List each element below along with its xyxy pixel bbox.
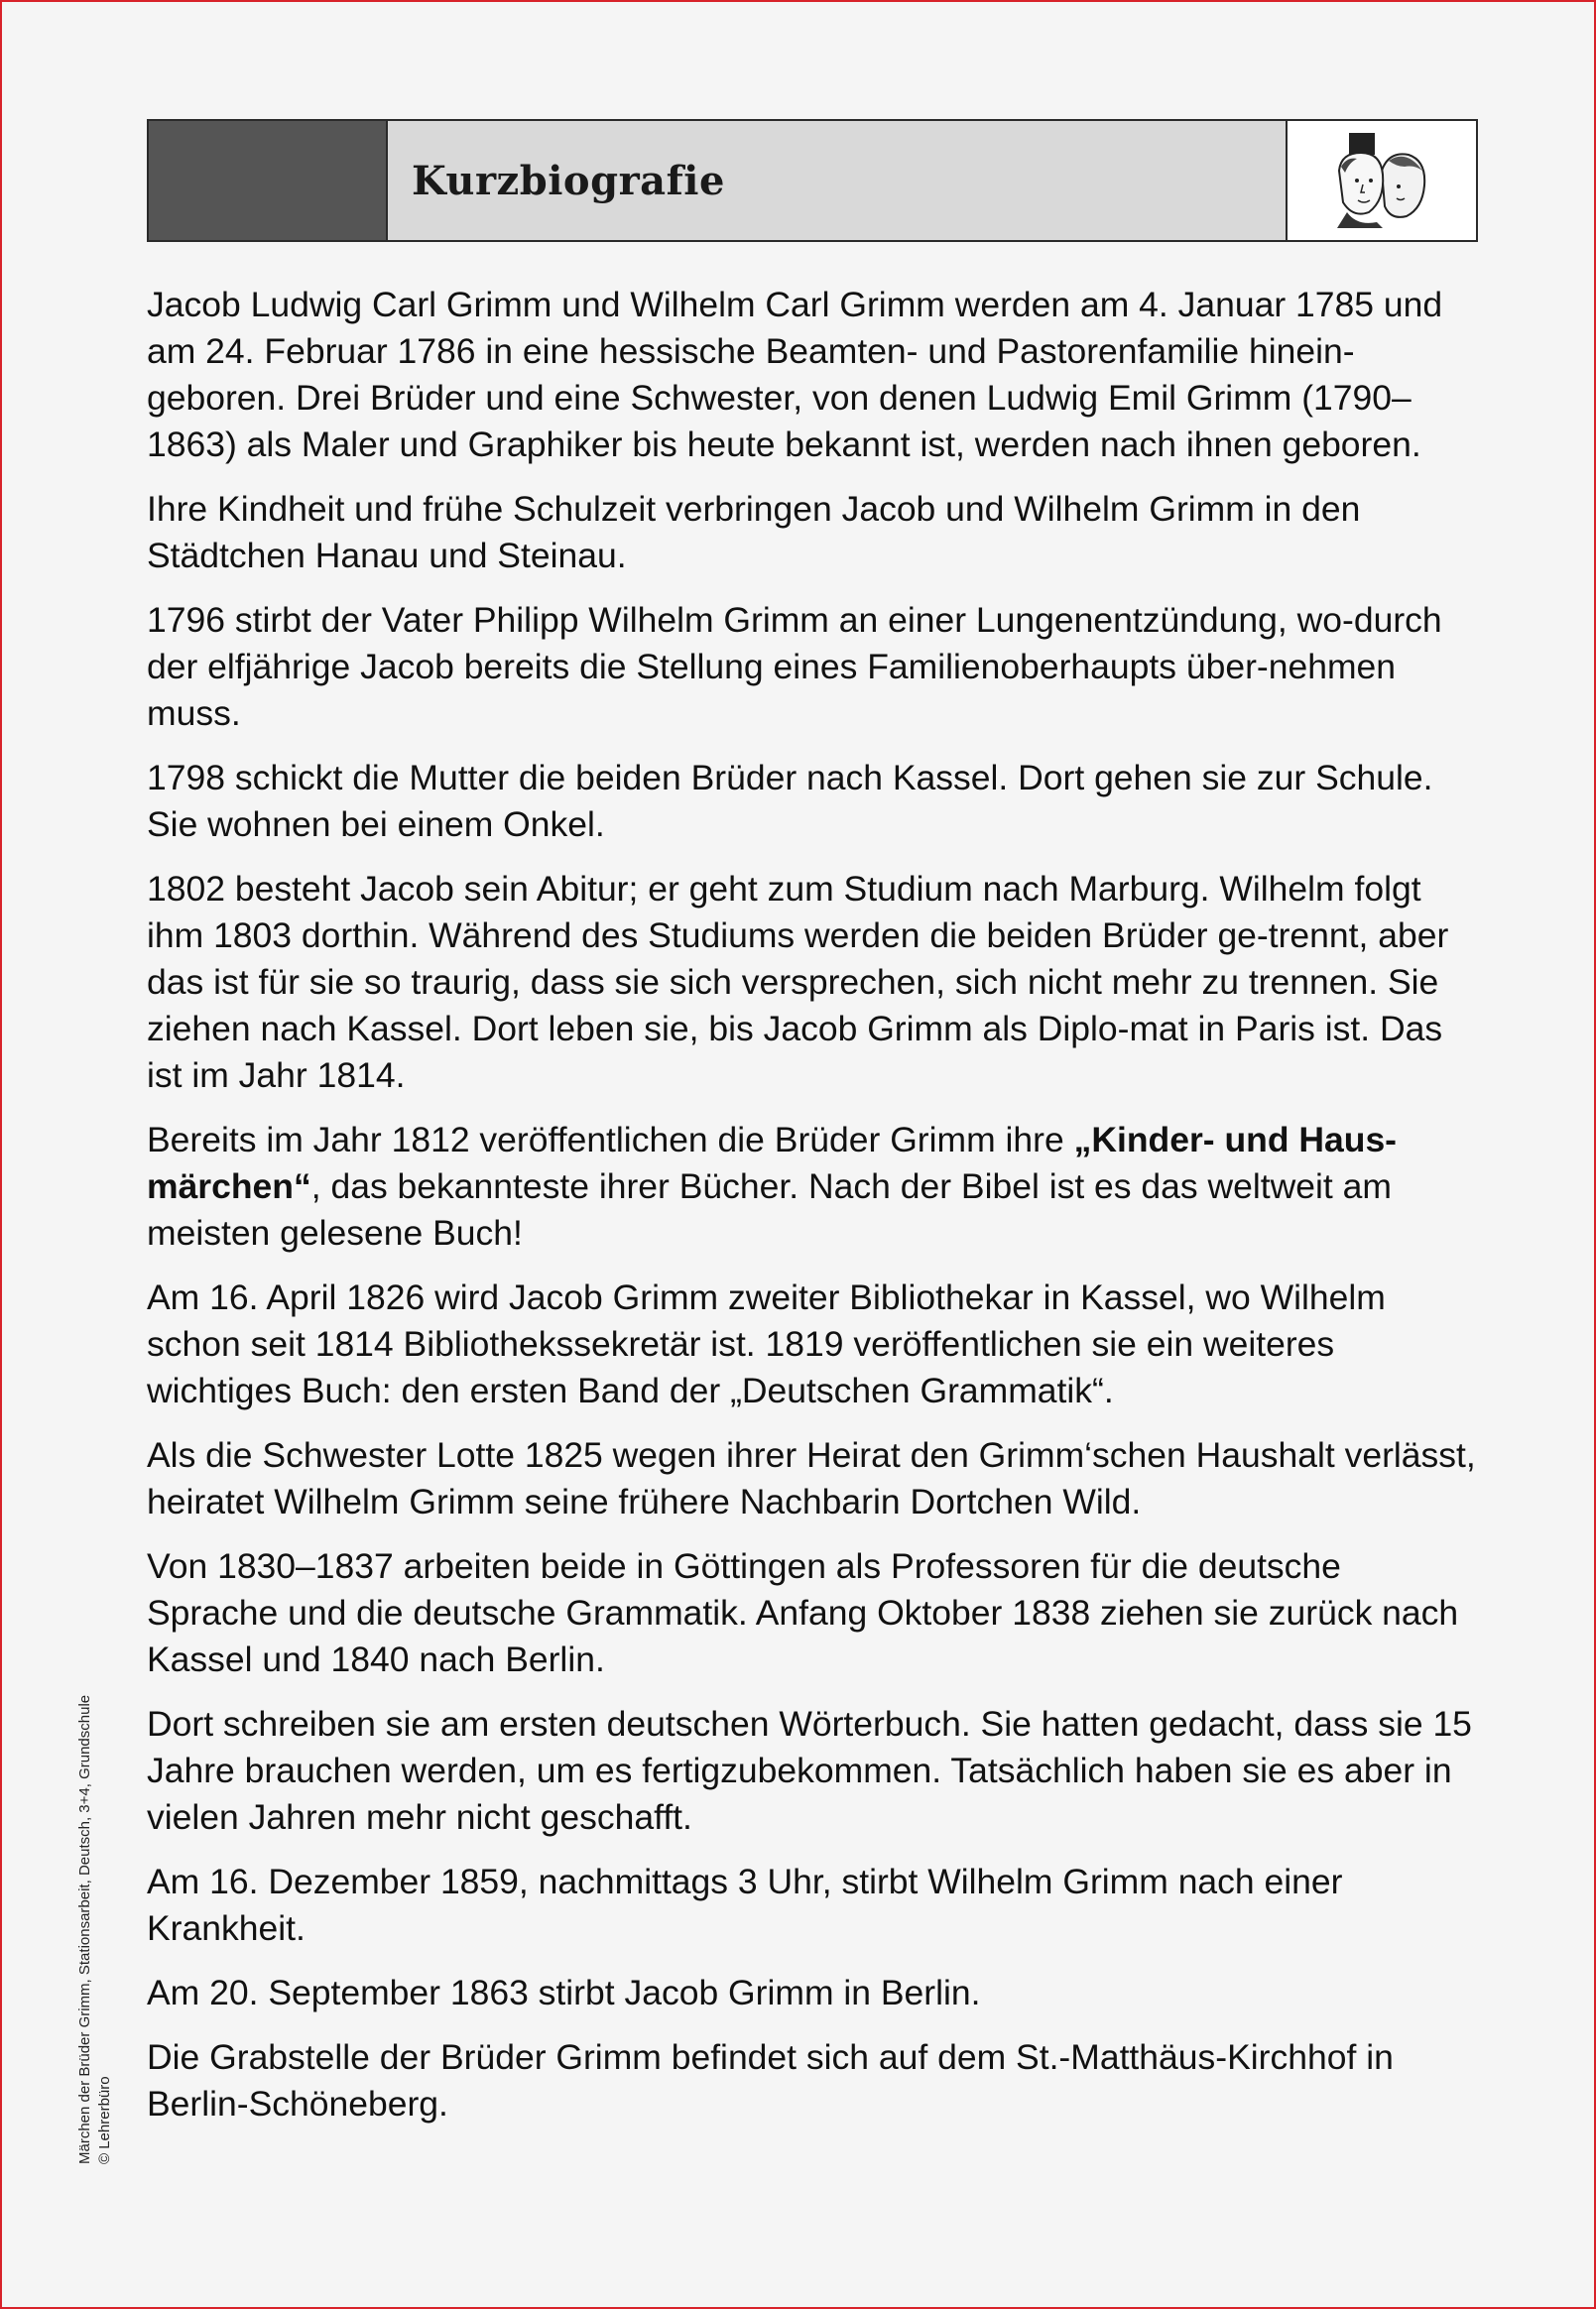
paragraph: Jacob Ludwig Carl Grimm und Wilhelm Carl Grimm werden am 4. Januar 1785 und am 24. Februar 1786 in eine hessische Beamten- und Pastorenfamilie hinein-geboren. Drei Brüder und eine Schwester, von denen Ludwig Emil Grimm (1790–1863) als Maler und Graphiker bis heute bekannt ist, werden nach ihnen geboren. xyxy=(147,285,1443,464)
paragraph xyxy=(147,1117,1480,1257)
paragraph: Am 16. Dezember 1859, nachmittags 3 Uhr, stirbt Wilhelm Grimm nach einer Krankheit. xyxy=(147,1862,1343,1948)
paragraph: Von 1830–1837 arbeiten beide in Göttingen als Professoren für die deutsche Sprache und die deutsche Grammatik. Anfang Oktober 1838 ziehen sie zurück nach Kassel und 1840 nach Berlin. xyxy=(147,1546,1459,1679)
banner-dark-block xyxy=(149,121,388,240)
biography-text xyxy=(147,282,1480,2145)
paragraph-text: , das bekannteste ihrer Bücher. Nach der Bibel ist es das weltweit am meisten gelesene Buch! xyxy=(147,1166,1392,1253)
copyright-line: © Lehrerbüro xyxy=(96,2076,113,2164)
title-banner xyxy=(147,119,1478,242)
paragraph: Die Grabstelle der Brüder Grimm befindet sich auf dem St.-Matthäus-Kirchhof in Berlin-Schöneberg. xyxy=(147,2037,1394,2124)
paragraph: 1796 stirbt der Vater Philipp Wilhelm Grimm an einer Lungenentzündung, wo-durch der elfjährige Jacob bereits die Stellung eines Familienoberhaupts über-nehmen muss. xyxy=(147,600,1442,733)
paragraph: Am 20. September 1863 stirbt Jacob Grimm in Berlin. xyxy=(147,1973,981,2012)
paragraph: 1802 besteht Jacob sein Abitur; er geht zum Studium nach Marburg. Wilhelm folgt ihm 1803 dorthin. Während des Studiums werden die beiden Brüder ge-trennt, aber das ist für sie so traurig, dass sie sich versprechen, sich nicht mehr zu trennen. Sie ziehen nach Kassel. Dort leben sie, bis Jacob Grimm als Diplo-mat in Paris ist. Das ist im Jahr 1814. xyxy=(147,869,1449,1095)
paragraph: 1798 schickt die Mutter die beiden Brüder nach Kassel. Dort gehen sie zur Schule. Sie wohnen bei einem Onkel. xyxy=(147,758,1433,844)
paragraph: Am 16. April 1826 wird Jacob Grimm zweiter Bibliothekar in Kassel, wo Wilhelm schon seit 1814 Bibliothekssekretär ist. 1819 veröffentlichen sie ein weiteres wichtiges Buch: den ersten Band der „Deutschen Grammatik“. xyxy=(147,1277,1386,1410)
page-title: Kurzbiografie xyxy=(412,157,725,204)
book-title: „Kinder- und Haus-märchen“ xyxy=(147,1120,1398,1206)
banner-title-box xyxy=(388,121,1286,240)
paragraph-text: Bereits im Jahr 1812 veröffentlichen die Brüder Grimm ihre xyxy=(147,1120,1074,1159)
banner-image-box xyxy=(1286,121,1476,240)
paragraph: Dort schreiben sie am ersten deutschen Wörterbuch. Sie hatten gedacht, dass sie 15 Jahre brauchen werden, um es fertigzubekommen. Tatsächlich haben sie es aber in vielen Jahren mehr nicht geschafft. xyxy=(147,1704,1472,1837)
paragraph: Als die Schwester Lotte 1825 wegen ihrer Heirat den Grimm‘schen Haushalt verlässt, heiratet Wilhelm Grimm seine frühere Nachbarin Dortchen Wild. xyxy=(147,1435,1476,1521)
copyright-note xyxy=(75,1695,115,2164)
source-line: Märchen der Brüder Grimm, Stationsarbeit, Deutsch, 3+4, Grundschule xyxy=(76,1694,93,2164)
grimm-brothers-portrait-icon xyxy=(1327,131,1436,230)
paragraph: Ihre Kindheit und frühe Schulzeit verbringen Jacob und Wilhelm Grimm in den Städtchen Hanau und Steinau. xyxy=(147,489,1361,575)
